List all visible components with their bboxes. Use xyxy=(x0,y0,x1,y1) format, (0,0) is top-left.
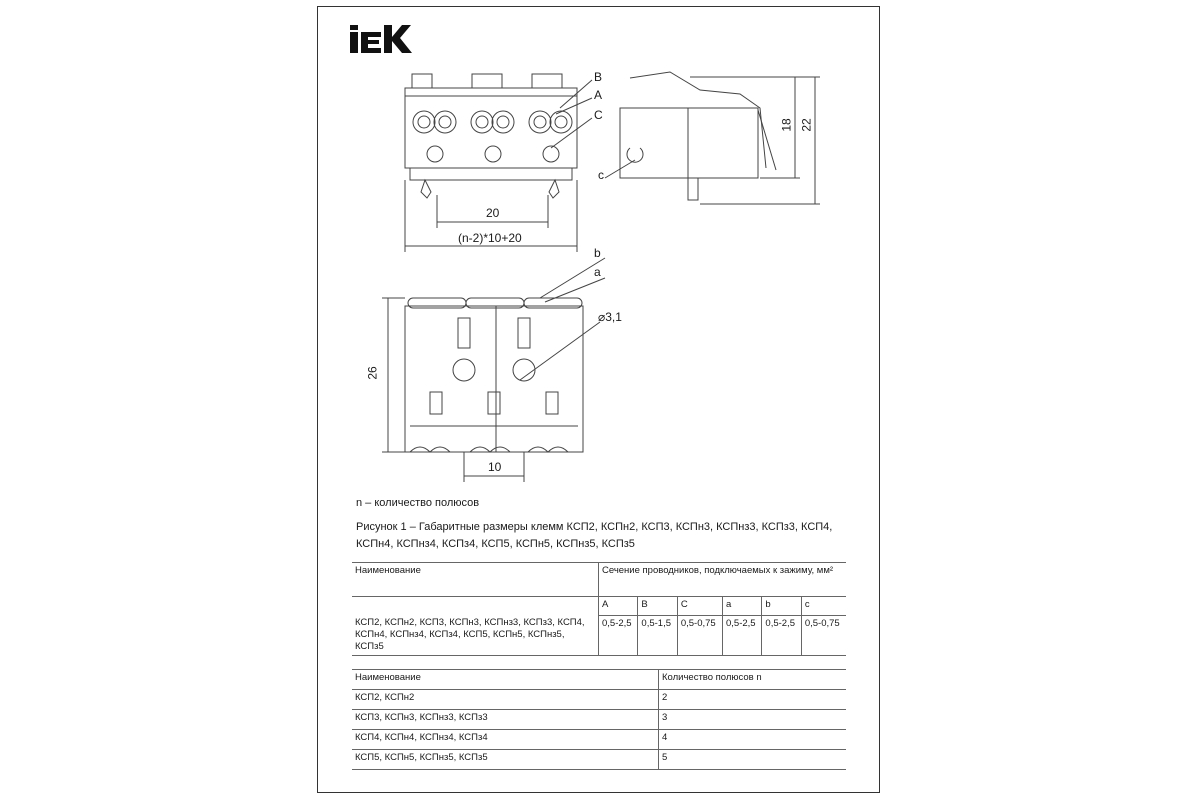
t1-header-section: Сечение проводников, подключаемых к зажиму, мм² xyxy=(599,563,847,597)
t1-sub-A: A xyxy=(599,597,638,616)
table-row: КСП5, КСПн5, КСПнз5, КСПз5 xyxy=(352,750,659,770)
t1-sub-a: a xyxy=(722,597,761,616)
table-sections xyxy=(352,562,846,656)
label-c: c xyxy=(598,168,604,182)
bottom-view xyxy=(382,258,605,482)
dim-22: 22 xyxy=(799,118,814,132)
t1-sub-c: c xyxy=(801,597,846,616)
dim-26: 26 xyxy=(365,366,380,380)
dim-10: 10 xyxy=(488,460,502,474)
label-B: B xyxy=(594,70,603,84)
note-n: n – количество полюсов xyxy=(356,497,480,509)
t1-sub-C: C xyxy=(677,597,722,616)
t1-val-A: 0,5-2,5 xyxy=(599,615,638,655)
t1-val-B: 0,5-1,5 xyxy=(638,615,677,655)
side-view xyxy=(605,72,820,204)
label-a: a xyxy=(594,265,601,279)
label-A: A xyxy=(594,88,603,102)
table-row: КСП2, КСПн2 xyxy=(352,690,659,710)
t1-val-C: 0,5-0,75 xyxy=(677,615,722,655)
dim-width-formula: (n-2)*10+20 xyxy=(458,231,522,245)
dim-20: 20 xyxy=(486,206,500,220)
table-cell-poles: 2 xyxy=(659,690,847,710)
dim-18: 18 xyxy=(779,118,794,132)
table-row: КСП3, КСПн3, КСПнз3, КСПз3 xyxy=(352,710,659,730)
table-poles xyxy=(352,669,846,770)
t2-header-poles: Количество полюсов n xyxy=(659,670,847,690)
t1-val-a: 0,5-2,5 xyxy=(722,615,761,655)
figure-caption-line2: КСПн4, КСПнз4, КСПз4, КСП5, КСПн5, КСПнз5, КСПз5 xyxy=(356,538,635,550)
t1-val-c: 0,5-0,75 xyxy=(801,615,846,655)
label-C: C xyxy=(594,108,603,122)
table-cell-poles: 4 xyxy=(659,730,847,750)
t1-sub-b: b xyxy=(762,597,801,616)
t1-val-b: 0,5-2,5 xyxy=(762,615,801,655)
t1-sub-B: B xyxy=(638,597,677,616)
t2-header-name: Наименование xyxy=(352,670,659,690)
dim-hole: ⌀3,1 xyxy=(598,310,622,324)
t1-header-name: Наименование xyxy=(352,563,599,597)
table-cell-poles: 3 xyxy=(659,710,847,730)
figure-caption-line1: Рисунок 1 – Габаритные размеры клемм КСП2, КСПн2, КСП3, КСПн3, КСПнз3, КСПз3, КСП4, xyxy=(356,521,833,533)
label-b: b xyxy=(594,246,601,260)
t1-row-name: КСП2, КСПн2, КСП3, КСПн3, КСПнз3, КСПз3, КСП4, КСПн4, КСПнз4, КСПз4, КСП5, КСПн5, КСПнз5, КСПз5 xyxy=(352,597,599,656)
table-cell-poles: 5 xyxy=(659,750,847,770)
front-view xyxy=(405,74,592,252)
table-row: КСП4, КСПн4, КСПнз4, КСПз4 xyxy=(352,730,659,750)
